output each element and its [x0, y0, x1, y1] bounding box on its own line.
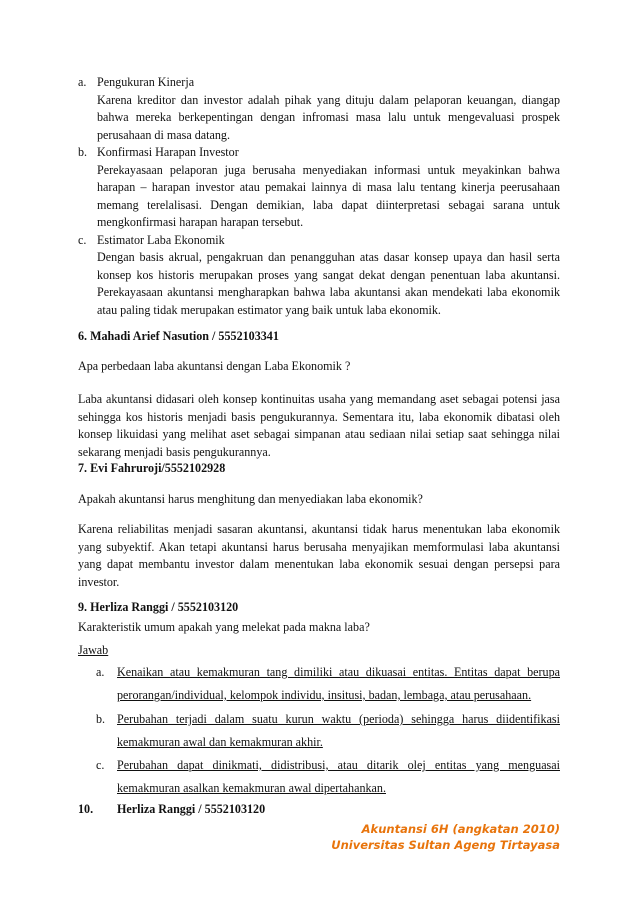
- list-body-a: Karena kreditor dan investor adalah pihak yang dituju dalam pelaporan keuangan, diangap bahwa mereka berkepentingan dengan infromasi masa lalu untuk mengevaluasi prospek perusahaan di masa datang.: [97, 92, 560, 142]
- answer-marker-c: c.: [96, 758, 105, 772]
- answer-item-c: [117, 754, 560, 800]
- list-title-c: Estimator Laba Ekonomik: [97, 232, 225, 247]
- answer-item-b-text: Perubahan terjadi dalam suatu kurun waktu (perioda) sehingga harus diidentifikasi kemakmuran awal dan kemakmuran akhir.: [117, 712, 560, 749]
- list-body-b: Perekayasaan pelaporan juga berusaha menyediakan informasi untuk meyakinkan bahwa harapan – harapan investor atau pemakai lainnya di masa lalu tentang kinerja peerusahaan memang terelalisasi. Dengan demikian, laba dapat diinterpretasi sebagai sarana untuk mengkonfirmasi harapan harapan tersebut.: [97, 162, 560, 229]
- section-6-answer: Laba akuntansi didasari oleh konsep kontinuitas usaha yang memandang aset sebagai potensi jasa sehingga kos historis menjadi basis pengukurannya. Sementara itu, laba ekonomik dibatasi oleh konsep likuidasi yang melihat aset sebagai simpanan atau sediaan nilai setiap saat sehingga nilai sekarang menjadi basis pengukurannya.: [78, 392, 560, 459]
- section-9-heading: 9. Herliza Ranggi / 5552103120: [78, 600, 239, 614]
- footer-line-1: Akuntansi 6H (angkatan 2010): [361, 822, 560, 836]
- list-title-b: Konfirmasi Harapan Investor: [97, 145, 239, 159]
- section-7-answer: Karena reliabilitas menjadi sasaran akuntansi, akuntansi tidak harus menentukan laba ekonomik yang subyektif. Akan tetapi akuntansi harus berusaha menyajikan memformulasi laba akuntansi yang dapat membantu investor dalam menentukan laba ekonomik sesuai dengan persepsi para investor.: [78, 522, 560, 589]
- section-6-question: Apa perbedaan laba akuntansi dengan Laba Ekonomik ?: [78, 359, 351, 373]
- answer-marker-b: b.: [96, 712, 106, 726]
- section-7-question: Apakah akuntansi harus menghitung dan menyediakan laba ekonomik?: [78, 492, 423, 506]
- answer-item-a-text: Kenaikan atau kemakmuran tang dimiliki atau dikuasai entitas. Entitas dapat berupa perorangan/individual, kelompok individu, insitusi, badan, lembaga, atau perusahaan.: [117, 665, 560, 702]
- list-marker-b: b.: [78, 145, 88, 159]
- list-title-a: Pengukuran Kinerja: [97, 75, 195, 89]
- jawab-label: Jawab: [78, 643, 109, 657]
- answer-marker-a: a.: [96, 665, 105, 679]
- footer-line-2: Universitas Sultan Ageng Tirtayasa: [331, 838, 560, 852]
- list-marker-a: a.: [78, 75, 87, 89]
- answer-item-b: [117, 708, 560, 754]
- list-marker-c: c.: [78, 232, 87, 247]
- answer-item-c-text: Perubahan dapat dinikmati, didistribusi, atau ditarik olej entitas yang menguasai kemakmuran asalkan kemakmuran awal dipertahankan.: [117, 758, 560, 795]
- list-body-c: Dengan basis akrual, pengakruan dan penangguhan atas dasar konsep upaya dan hasil serta konsep kos historis merupakan proses yang sangat dekat dengan penentuan laba akuntansi. Perekayasaan akuntansi mengharapkan bahwa laba akuntansi akan mendekati laba ekonomik atau paling tidak merupakan estimator yang baik untuk laba ekonomik.: [97, 250, 560, 317]
- answer-item-a: [117, 661, 560, 707]
- section-6-heading: 6. Mahadi Arief Nasution / 5552103341: [78, 329, 279, 343]
- section-10-name: Herliza Ranggi / 5552103120: [117, 802, 266, 816]
- section-9-question: Karakteristik umum apakah yang melekat pada makna laba?: [78, 620, 370, 634]
- section-10-number: 10.: [78, 802, 94, 816]
- section-7-heading: 7. Evi Fahruroji/5552102928: [78, 461, 226, 475]
